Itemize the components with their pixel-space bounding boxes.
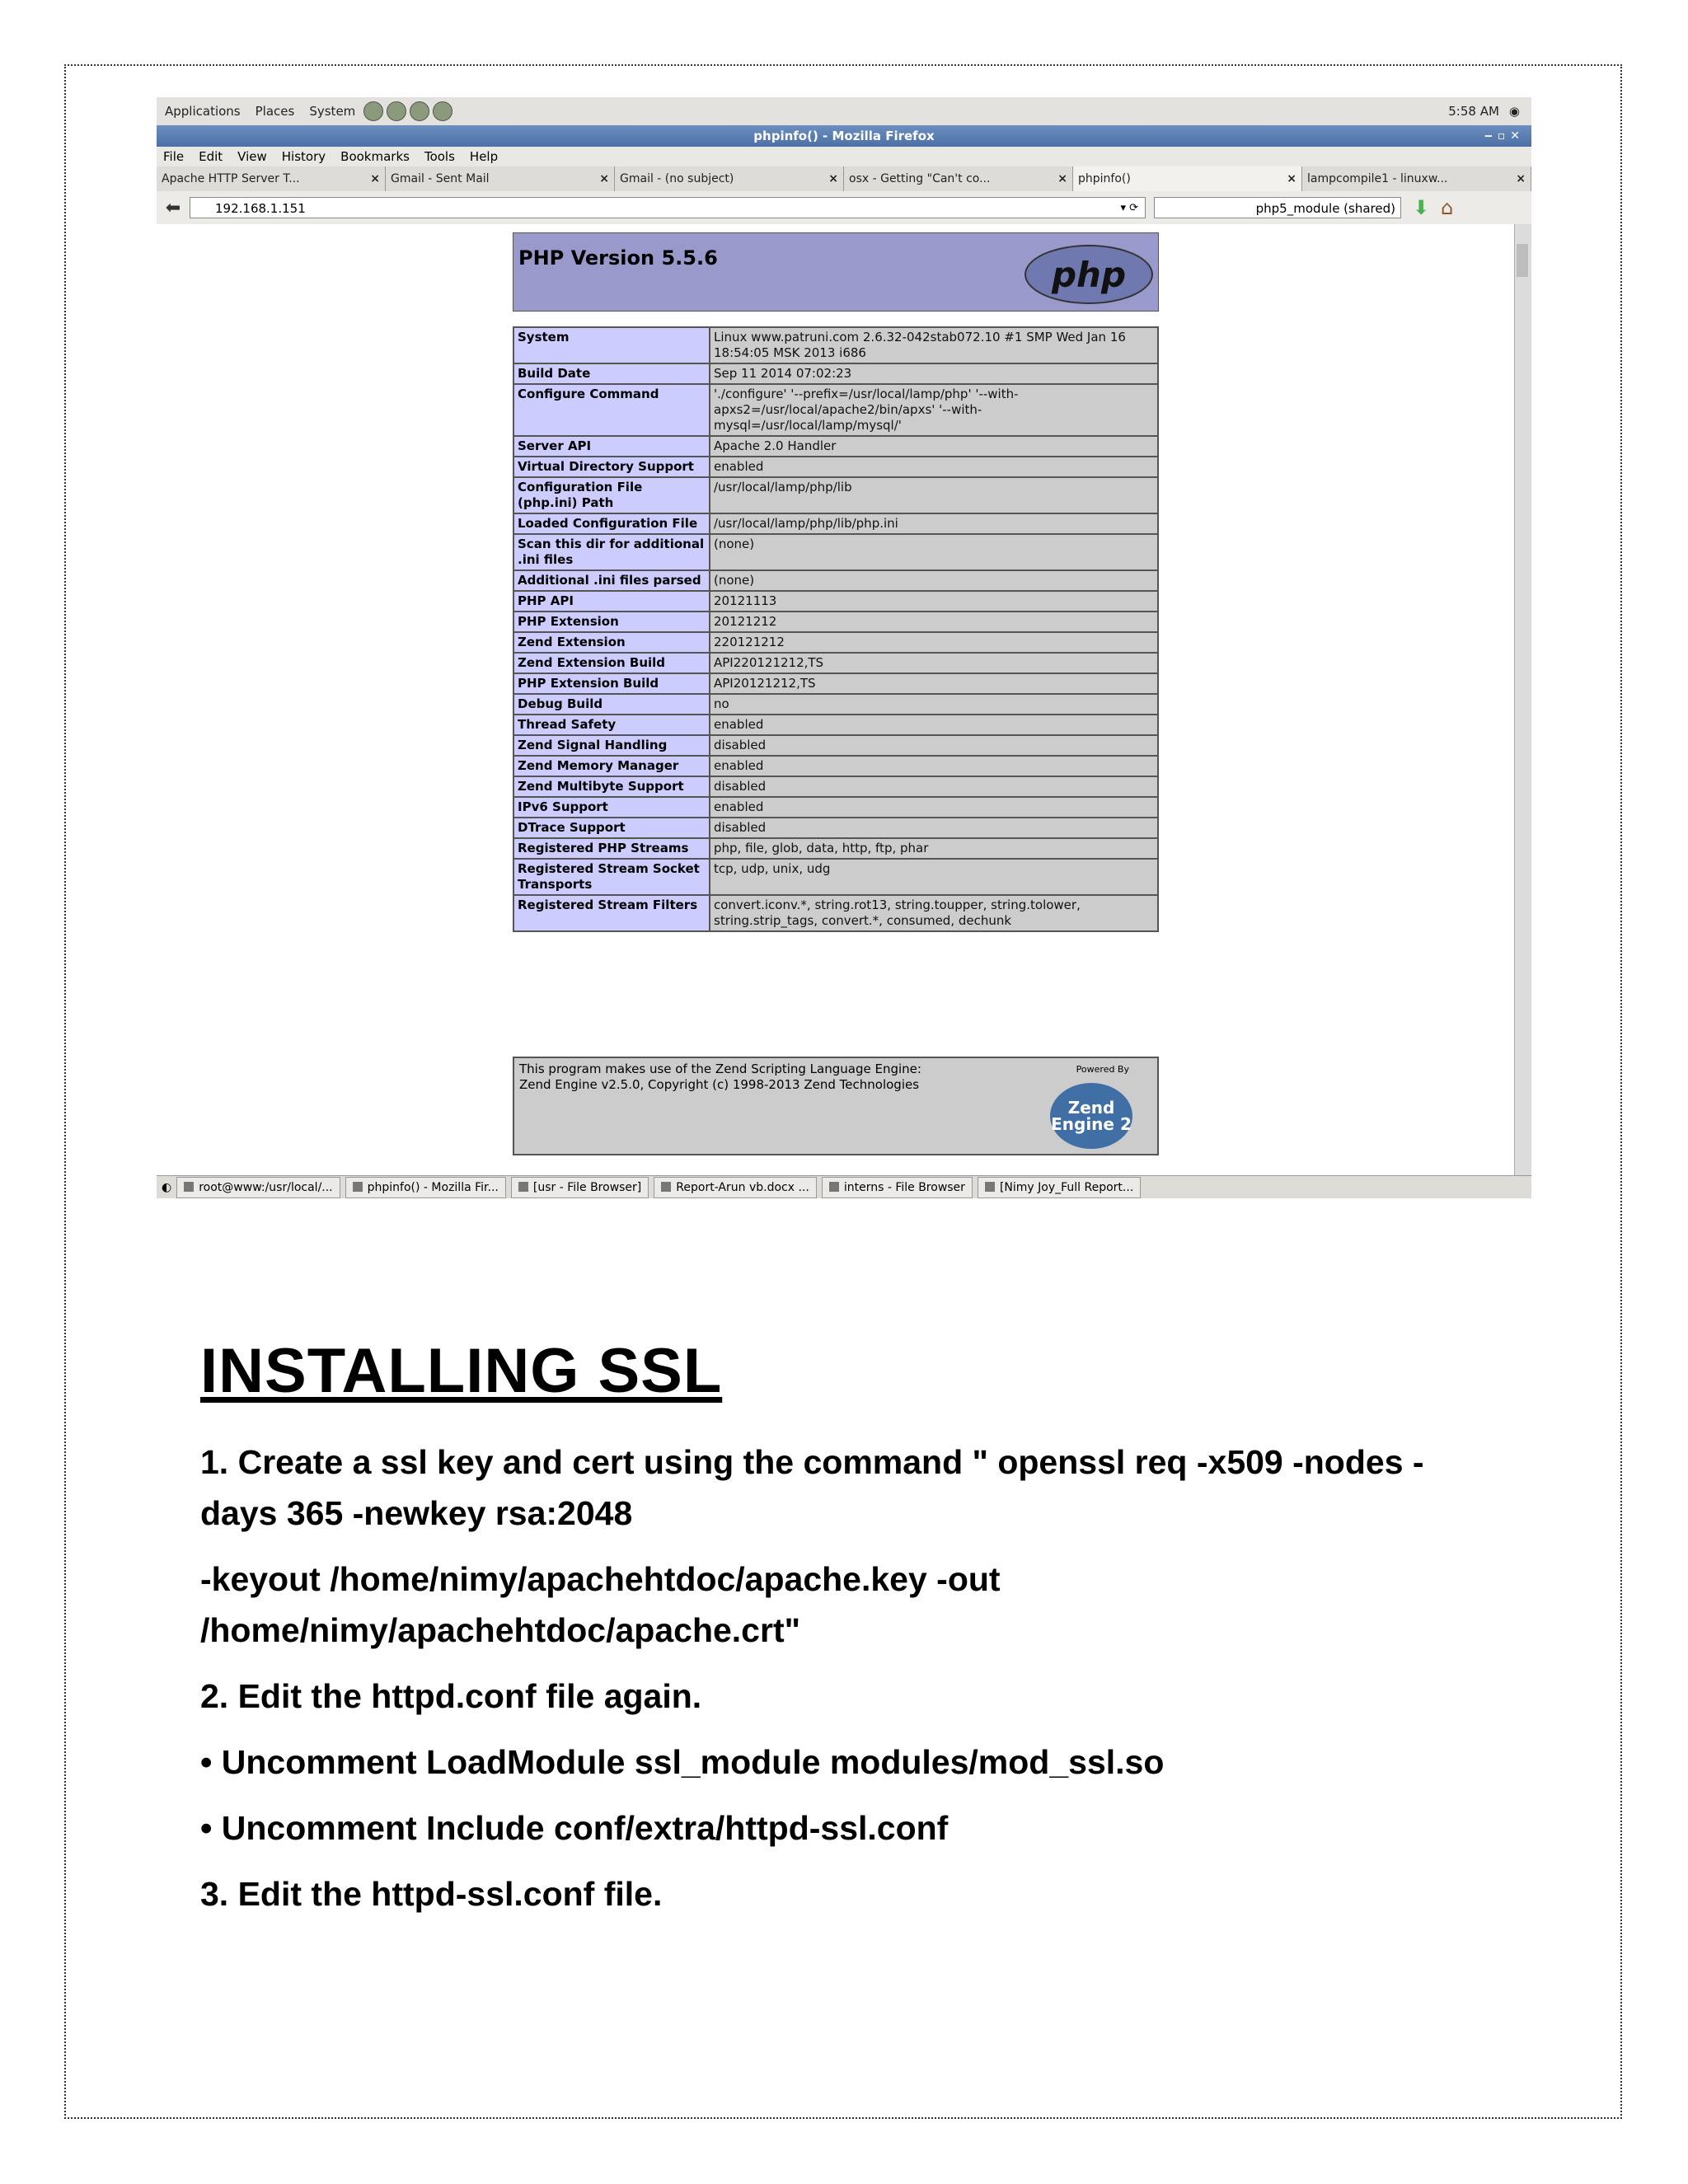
row-value: /usr/local/lamp/php/lib — [710, 477, 1158, 513]
tab-label: Apache HTTP Server T... — [162, 172, 300, 185]
table-row — [513, 534, 1158, 570]
row-key: Zend Extension — [513, 632, 710, 653]
menu-edit[interactable]: Edit — [199, 149, 223, 164]
row-key: Registered Stream Socket Transports — [513, 859, 710, 895]
home-icon[interactable]: ⌂ — [1441, 196, 1454, 219]
tab-label: phpinfo() — [1078, 172, 1131, 185]
page-content — [157, 224, 1515, 1175]
row-value: enabled — [710, 715, 1158, 735]
taskbar-item-interns-browser[interactable] — [822, 1177, 973, 1198]
row-value: 20121113 — [710, 591, 1158, 612]
row-key: Configuration File (php.ini) Path — [513, 477, 710, 513]
row-value: (none) — [710, 534, 1158, 570]
row-key: PHP Extension Build — [513, 673, 710, 694]
zend-engine-logo — [1050, 1083, 1132, 1149]
table-row — [513, 694, 1158, 715]
clock: 5:58 AM — [1448, 104, 1499, 119]
volume-icon[interactable]: ◉ — [1508, 104, 1520, 119]
tab-label: Gmail - (no subject) — [620, 172, 734, 185]
gnome-top-panel — [157, 97, 1531, 126]
step-1-command: 1. Create a ssl key and cert using the command " openssl req -x509 -nodes -days 365 -newkey rsa:2048 — [200, 1443, 1424, 1532]
zend-engine-box — [513, 1057, 1159, 1155]
menu-bar — [157, 147, 1531, 166]
row-key: DTrace Support — [513, 818, 710, 838]
row-value: tcp, udp, unix, udg — [710, 859, 1158, 895]
row-value: Apache 2.0 Handler — [710, 436, 1158, 457]
row-value: 220121212 — [710, 632, 1158, 653]
row-value: no — [710, 694, 1158, 715]
table-row — [513, 632, 1158, 653]
tab-label: Gmail - Sent Mail — [391, 172, 490, 185]
step-2: 2. Edit the httpd.conf file again. — [200, 1677, 702, 1715]
table-row — [513, 673, 1158, 694]
row-value: php, file, glob, data, http, ftp, phar — [710, 838, 1158, 859]
php-logo-text: php — [1051, 254, 1127, 295]
row-key: Debug Build — [513, 694, 710, 715]
taskbar-item-usr-browser[interactable] — [511, 1177, 649, 1198]
document-body — [200, 1335, 1486, 1919]
firefox-screenshot — [157, 97, 1531, 1198]
row-value: convert.iconv.*, string.rot13, string.toupper, string.tolower, string.strip_tags, convert.*, consumed, dechunk — [710, 895, 1158, 931]
row-key: Additional .ini files parsed — [513, 570, 710, 591]
launcher-icon[interactable] — [433, 101, 452, 121]
row-value: disabled — [710, 776, 1158, 797]
section-heading: INSTALLING SSL — [200, 1336, 723, 1406]
gnome-taskbar — [157, 1175, 1531, 1198]
row-key: Loaded Configuration File — [513, 513, 710, 534]
close-icon[interactable]: × — [828, 172, 838, 185]
row-key: Configure Command — [513, 384, 710, 436]
window-title: phpinfo() - Mozilla Firefox — [753, 129, 935, 143]
bullet-load-module: • Uncomment LoadModule ssl_module modules/mod_ssl.so — [200, 1743, 1165, 1781]
system-menu[interactable]: System — [309, 104, 356, 119]
folder-icon — [829, 1182, 839, 1192]
row-value: disabled — [710, 818, 1158, 838]
tab-apache[interactable] — [157, 166, 386, 191]
row-value: enabled — [710, 457, 1158, 477]
row-value: API220121212,TS — [710, 653, 1158, 673]
step-3: 3. Edit the httpd-ssl.conf file. — [200, 1875, 663, 1913]
document-icon — [661, 1182, 671, 1192]
tab-gmail-no-subject[interactable] — [615, 166, 844, 191]
php-logo — [1025, 245, 1153, 304]
firefox-icon — [353, 1182, 363, 1192]
search-input[interactable] — [1154, 197, 1401, 218]
table-row — [513, 436, 1158, 457]
menu-view[interactable]: View — [237, 149, 267, 164]
taskbar-item-firefox[interactable] — [345, 1177, 506, 1198]
row-value: Sep 11 2014 07:02:23 — [710, 363, 1158, 384]
menu-history[interactable]: History — [281, 149, 326, 164]
tab-lampcompile[interactable] — [1302, 166, 1531, 191]
row-key: Zend Signal Handling — [513, 735, 710, 756]
row-key: PHP API — [513, 591, 710, 612]
php-version-header — [513, 232, 1159, 312]
row-key: PHP Extension — [513, 612, 710, 632]
table-row — [513, 457, 1158, 477]
taskbar-label: Report-Arun vb.docx ... — [676, 1180, 809, 1194]
tab-label: lampcompile1 - linuxw... — [1307, 172, 1448, 185]
table-row — [513, 735, 1158, 756]
row-value: enabled — [710, 797, 1158, 818]
table-row — [513, 756, 1158, 776]
table-row — [513, 384, 1158, 436]
table-row — [513, 838, 1158, 859]
row-value: './configure' '--prefix=/usr/local/lamp/php' '--with-apxs2=/usr/local/apache2/bin/apxs' '--with-mysql=/usr/local/lamp/mysql/' — [710, 384, 1158, 436]
tab-osx[interactable] — [844, 166, 1073, 191]
row-key: Thread Safety — [513, 715, 710, 735]
close-icon[interactable]: × — [1057, 172, 1067, 185]
table-row — [513, 363, 1158, 384]
table-row — [513, 570, 1158, 591]
row-value: (none) — [710, 570, 1158, 591]
taskbar-label: phpinfo() - Mozilla Fir... — [367, 1180, 499, 1194]
vertical-scrollbar[interactable] — [1514, 224, 1531, 1175]
table-row — [513, 591, 1158, 612]
table-row — [513, 327, 1158, 363]
row-value: enabled — [710, 756, 1158, 776]
tab-label: osx - Getting "Can't co... — [849, 172, 991, 185]
taskbar-label: [usr - File Browser] — [532, 1180, 642, 1194]
menu-bookmarks[interactable]: Bookmarks — [340, 149, 410, 164]
launcher-icon[interactable] — [410, 101, 429, 121]
table-row — [513, 653, 1158, 673]
download-arrow-icon[interactable]: ⬇ — [1413, 196, 1430, 219]
tab-bar — [157, 166, 1531, 192]
table-row — [513, 859, 1158, 895]
taskbar-label: [Nimy Joy_Full Report... — [999, 1180, 1134, 1194]
close-icon[interactable]: × — [1287, 172, 1296, 185]
zend-line-1: This program makes use of the Zend Scripting Language Engine: — [519, 1062, 921, 1076]
document-icon — [985, 1182, 995, 1192]
taskbar-item-nimy-report[interactable] — [978, 1177, 1141, 1198]
terminal-icon — [184, 1182, 194, 1192]
zend-logo-text: Zend Engine 2 — [1051, 1098, 1132, 1134]
launcher-icon[interactable] — [387, 101, 406, 121]
window-controls[interactable]: ‒▫✕ — [1484, 129, 1525, 143]
row-key: Server API — [513, 436, 710, 457]
close-icon[interactable]: × — [370, 172, 380, 185]
table-row — [513, 895, 1158, 931]
zend-line-2: Zend Engine v2.5.0, Copyright (c) 1998-2013 Zend Technologies — [519, 1077, 920, 1092]
close-icon[interactable]: × — [599, 172, 609, 185]
taskbar-label: interns - File Browser — [843, 1180, 965, 1194]
table-row — [513, 612, 1158, 632]
url-bar[interactable] — [190, 197, 1146, 218]
table-row — [513, 715, 1158, 735]
tab-phpinfo[interactable] — [1073, 166, 1302, 191]
php-version-title: PHP Version 5.5.6 — [518, 246, 718, 269]
search-value: php5_module (shared) — [1255, 201, 1395, 216]
row-value: /usr/local/lamp/php/lib/php.ini — [710, 513, 1158, 534]
row-key: Virtual Directory Support — [513, 457, 710, 477]
table-row — [513, 477, 1158, 513]
taskbar-item-terminal[interactable] — [176, 1177, 340, 1198]
navigation-toolbar — [157, 191, 1531, 225]
row-key: IPv6 Support — [513, 797, 710, 818]
row-key: Zend Memory Manager — [513, 756, 710, 776]
row-value: 20121212 — [710, 612, 1158, 632]
places-menu[interactable]: Places — [255, 104, 295, 119]
folder-icon — [518, 1182, 528, 1192]
dropdown-arrow-icon[interactable]: ▾ ⟳ — [1120, 202, 1138, 214]
table-row — [513, 818, 1158, 838]
scrollbar-thumb[interactable] — [1517, 244, 1528, 277]
close-icon[interactable]: × — [1516, 172, 1526, 185]
show-desktop-icon[interactable]: ◐ — [162, 1180, 172, 1194]
row-key: System — [513, 327, 710, 363]
table-row — [513, 513, 1158, 534]
row-key: Registered Stream Filters — [513, 895, 710, 931]
menu-tools[interactable]: Tools — [424, 149, 455, 164]
window-titlebar — [157, 125, 1531, 147]
table-row — [513, 776, 1158, 797]
row-key: Build Date — [513, 363, 710, 384]
launcher-icon[interactable] — [363, 101, 383, 121]
applications-menu[interactable]: Applications — [165, 104, 241, 119]
row-value: API20121212,TS — [710, 673, 1158, 694]
step-1-keyout: -keyout /home/nimy/apachehtdoc/apache.key -out /home/nimy/apachehtdoc/apache.crt" — [200, 1560, 1001, 1649]
back-arrow-icon[interactable]: ⬅ — [165, 197, 181, 218]
row-key: Scan this dir for additional .ini files — [513, 534, 710, 570]
url-text: 192.168.1.151 — [215, 201, 306, 216]
launcher-icons[interactable] — [363, 101, 452, 121]
bullet-include-conf: • Uncomment Include conf/extra/httpd-ssl.conf — [200, 1809, 949, 1847]
phpinfo-table — [513, 326, 1159, 932]
table-row — [513, 797, 1158, 818]
row-key: Registered PHP Streams — [513, 838, 710, 859]
row-value: Linux www.patruni.com 2.6.32-042stab072.10 #1 SMP Wed Jan 16 18:54:05 MSK 2013 i686 — [710, 327, 1158, 363]
row-key: Zend Multibyte Support — [513, 776, 710, 797]
menu-help[interactable]: Help — [469, 149, 499, 164]
row-value: disabled — [710, 735, 1158, 756]
row-key: Zend Extension Build — [513, 653, 710, 673]
taskbar-label: root@www:/usr/local/... — [199, 1180, 333, 1194]
taskbar-item-report-docx[interactable] — [654, 1177, 817, 1198]
menu-file[interactable]: File — [163, 149, 185, 164]
tab-gmail-sent[interactable] — [386, 166, 615, 191]
powered-by-label: Powered By — [1076, 1064, 1129, 1075]
